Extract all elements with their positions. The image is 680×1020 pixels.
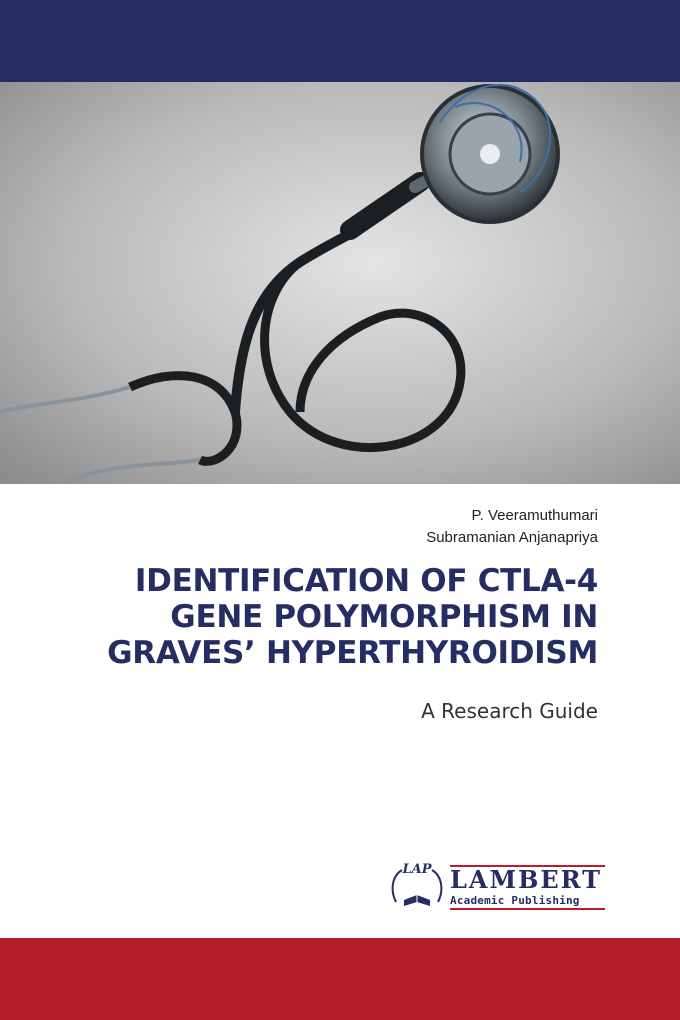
stethoscope-illustration [0, 82, 680, 484]
author-name: Subramanian Anjanapriya [426, 529, 598, 546]
title-line: IDENTIFICATION OF CTLA-4 [134, 563, 598, 599]
publisher-logo [388, 862, 610, 912]
top-color-band [0, 0, 680, 82]
publisher-tagline: Academic Publishing [450, 894, 580, 907]
author-list [426, 505, 598, 549]
bottom-color-band [0, 938, 680, 1020]
book-title [38, 563, 598, 671]
stethoscope-image [0, 82, 680, 484]
publisher-name: LAMBERT [450, 865, 603, 894]
title-line: GENE POLYMORPHISM IN [170, 599, 598, 635]
lap-seal-text: LAP [402, 862, 432, 877]
title-line: GRAVES’ HYPERTHYROIDISM [107, 635, 598, 671]
brand-divider [450, 908, 605, 910]
book-subtitle: A Research Guide [421, 699, 598, 723]
author-name: P. Veeramuthumari [471, 507, 598, 524]
